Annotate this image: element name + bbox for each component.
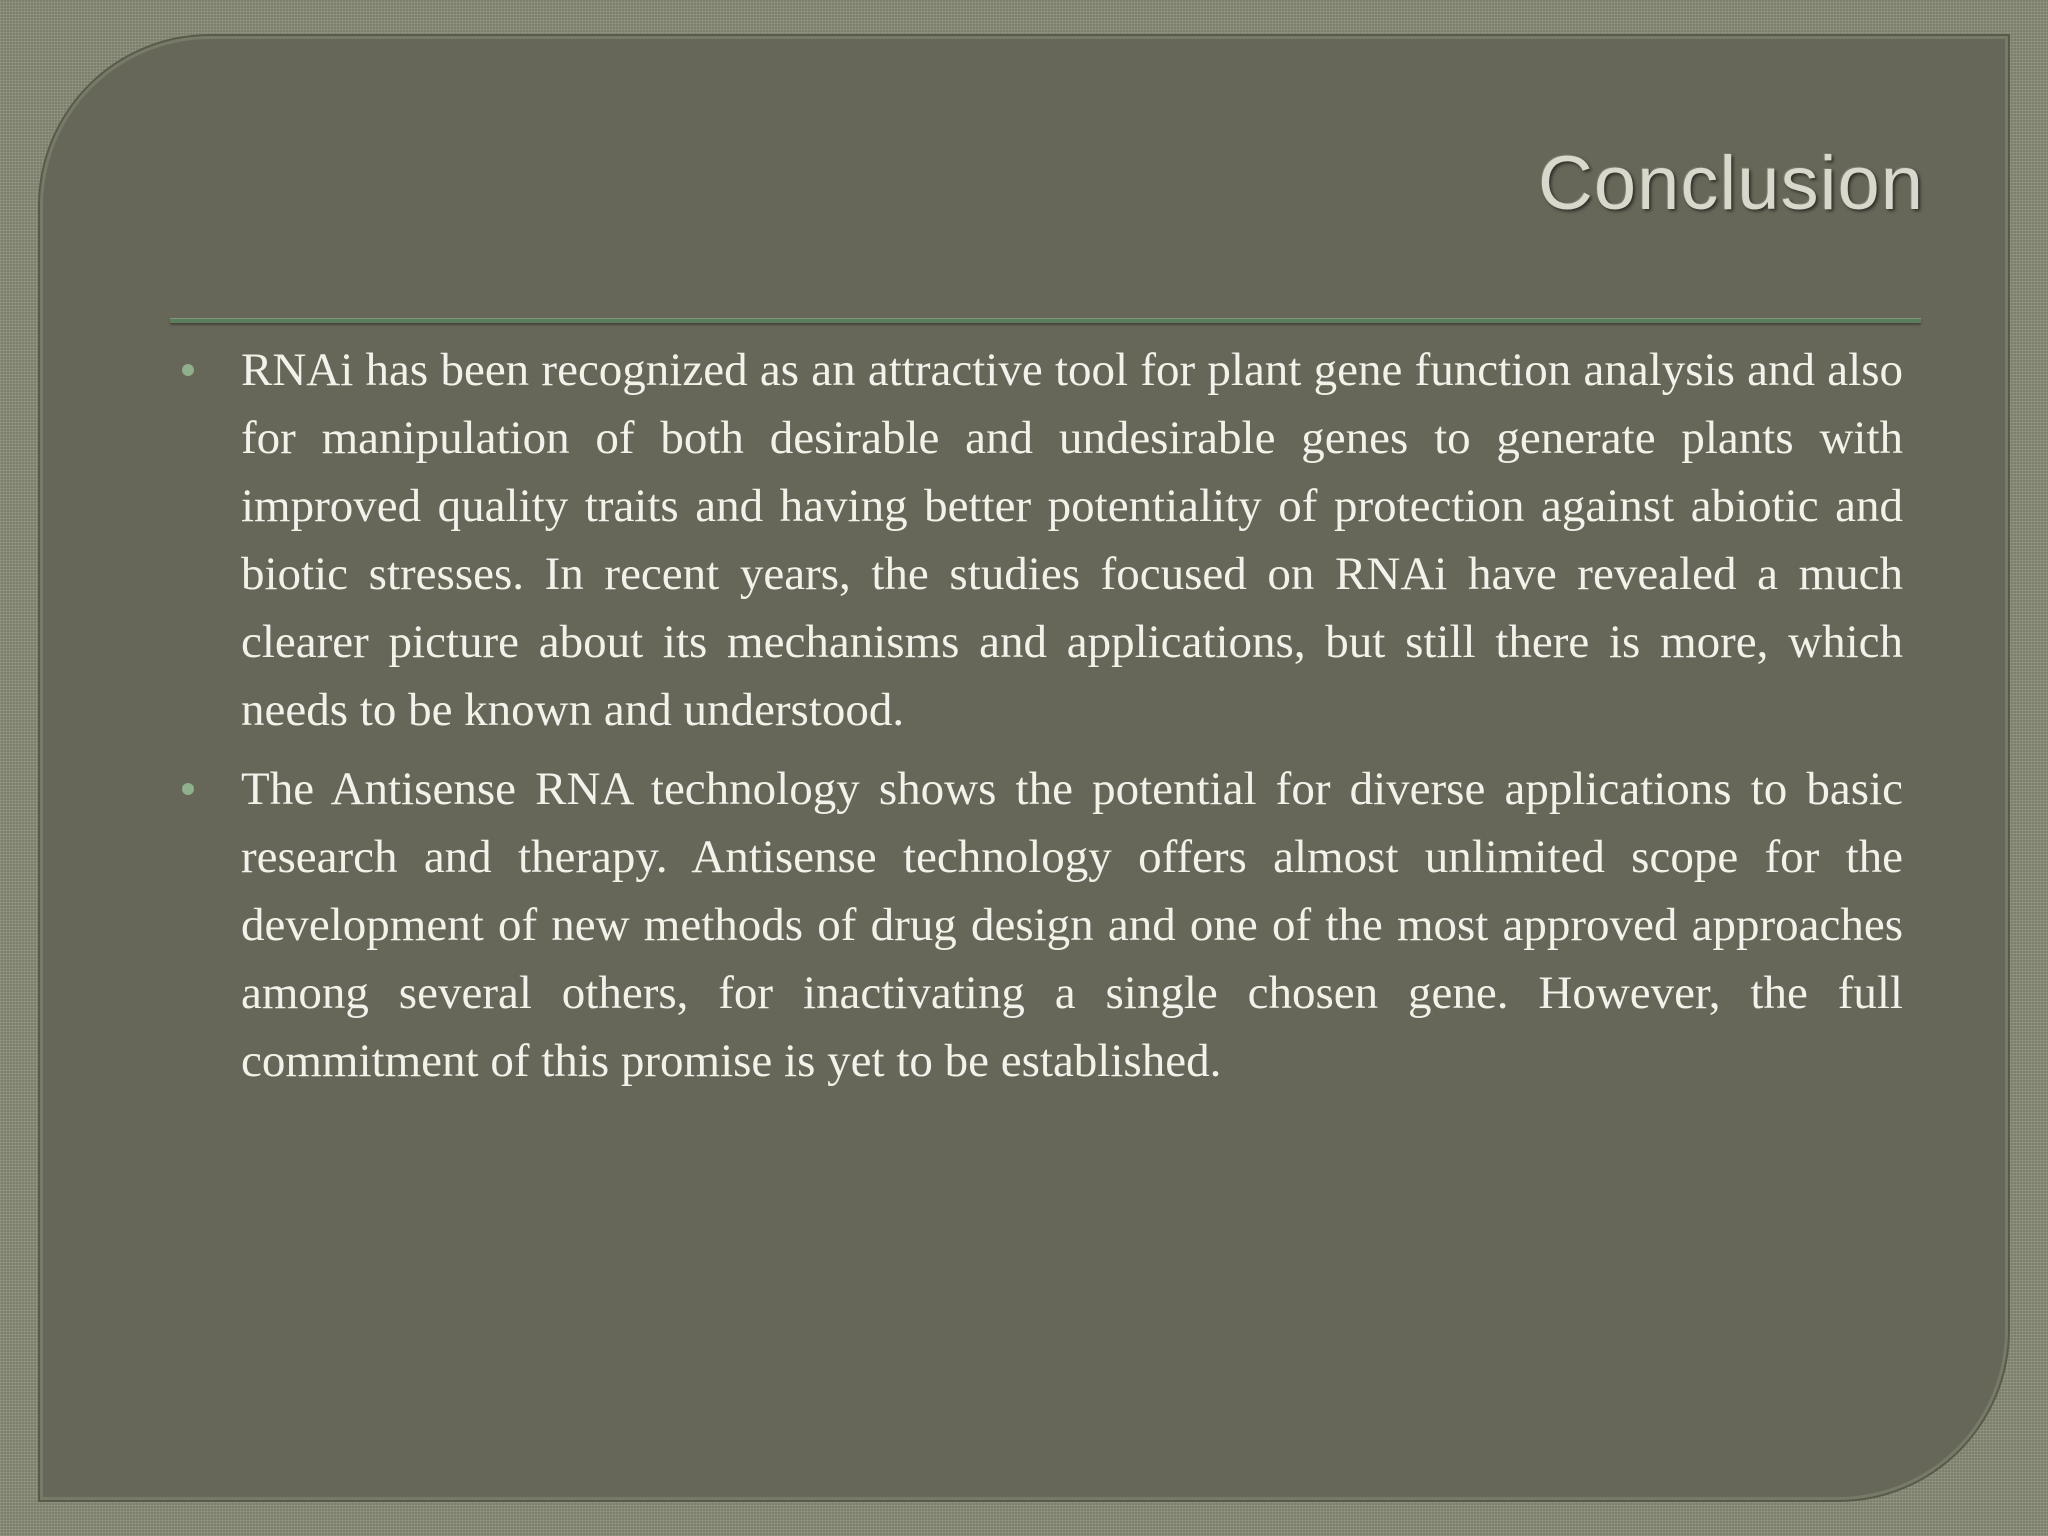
title-divider: [170, 318, 1921, 323]
bullet-item-rnai: [180, 336, 1903, 744]
bullet-item-antisense: [180, 755, 1903, 1095]
bullet-dot-icon: [182, 364, 194, 376]
slide-panel: [40, 36, 2008, 1500]
bullet-text: The Antisense RNA technology shows the potential for diverse applications to basic research and therapy. Antisense technology offers almost unlimited scope for the development of new methods of drug design and one of the most approved approaches among several others, for inactivating a single chosen gene. However, the full commitment of this promise is yet to be established.: [241, 763, 1903, 1087]
bullet-dot-icon: [182, 783, 194, 795]
slide-title: Conclusion: [1538, 141, 1924, 226]
bullet-text: RNAi has been recognized as an attractive tool for plant gene function analysis and also for manipulation of both desirable and undesirable genes to generate plants with improved quality traits and having better potentiality of protection against abiotic and biotic stresses. In recent years, the studies focused on RNAi have revealed a much clearer picture about its mechanisms and applications, but still there is more, which needs to be known and understood.: [241, 344, 1903, 736]
bullet-list: [180, 336, 1903, 1106]
